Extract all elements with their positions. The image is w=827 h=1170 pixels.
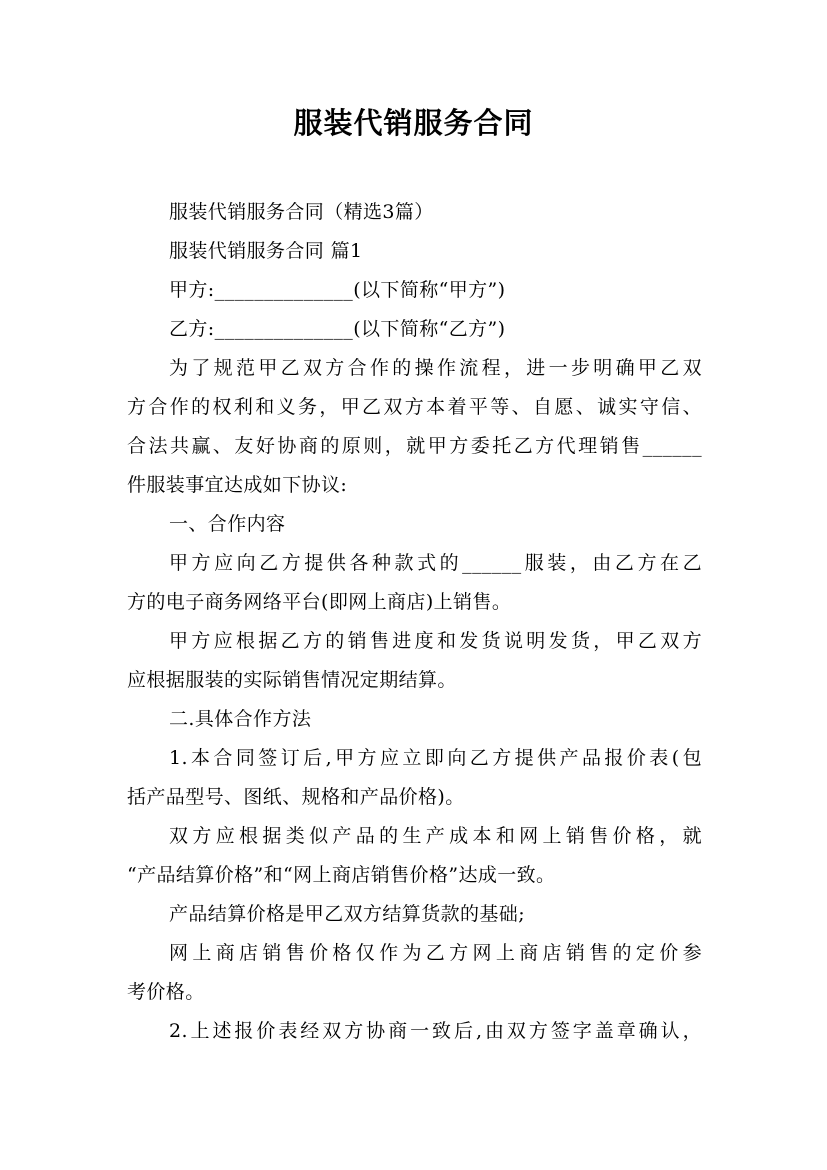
text-line: 方合作的权利和义务，甲乙双方本着平等、自愿、诚实守信、 xyxy=(127,396,702,418)
text-line: 1.本合同签订后,甲方应立即向乙方提供产品报价表(包 xyxy=(169,747,702,769)
text-line: 乙方:______________(以下简称“乙方”) xyxy=(169,318,506,340)
text-line: 考价格。 xyxy=(127,981,205,1003)
text-line: 甲方:______________(以下简称“甲方”) xyxy=(169,279,506,301)
text-line: 网上商店销售价格仅作为乙方网上商店销售的定价参 xyxy=(169,942,702,964)
text-line: 双方应根据类似产品的生产成本和网上销售价格，就 xyxy=(169,825,702,847)
text-line: 甲方应根据乙方的销售进度和发货说明发货，甲乙双方 xyxy=(169,630,702,652)
text-line: 产品结算价格是甲乙双方结算货款的基础; xyxy=(169,903,526,925)
text-line: 2.上述报价表经双方协商一致后,由双方签字盖章确认， xyxy=(169,1020,702,1042)
text-line: 括产品型号、图纸、规格和产品价格)。 xyxy=(127,786,465,808)
text-line: 应根据服装的实际销售情况定期结算。 xyxy=(127,669,457,691)
text-line: 服装代销服务合同（精选3篇） xyxy=(169,201,434,223)
text-line: 合法共赢、友好协商的原则，就甲方委托乙方代理销售______ xyxy=(127,435,702,457)
text-line: 甲方应向乙方提供各种款式的______服装，由乙方在乙 xyxy=(169,552,702,574)
text-line: “产品结算价格”和“网上商店销售价格”达成一致。 xyxy=(127,864,556,886)
document-title: 服装代销服务合同 xyxy=(293,106,534,140)
document-body xyxy=(127,193,702,1051)
text-line: 方的电子商务网络平台(即网上商店)上销售。 xyxy=(127,591,512,613)
text-line: 件服装事宜达成如下协议: xyxy=(127,474,348,496)
text-line: 为了规范甲乙双方合作的操作流程，进一步明确甲乙双 xyxy=(169,357,702,379)
text-line: 一、合作内容 xyxy=(169,513,286,535)
text-line: 二.具体合作方法 xyxy=(169,708,312,730)
text-line: 服装代销服务合同 篇1 xyxy=(169,240,363,262)
